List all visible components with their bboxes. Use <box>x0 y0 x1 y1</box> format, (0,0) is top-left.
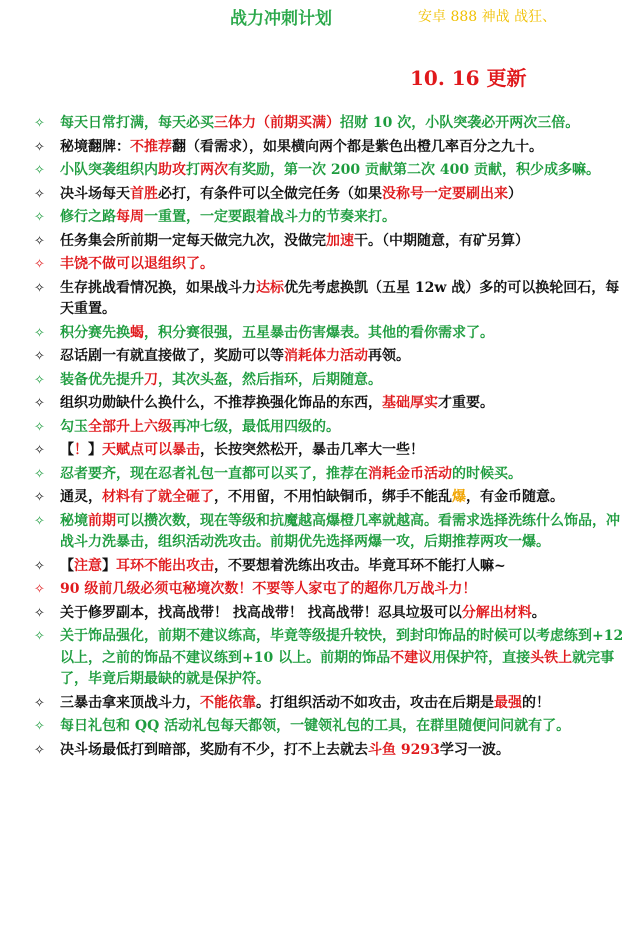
tip-highlight-text: 不能依靠 <box>200 694 256 711</box>
tip-text: 秘境 <box>60 512 88 529</box>
tip-item <box>0 160 640 182</box>
sparkle-bullet-icon: ✧ <box>34 742 45 758</box>
tip-highlight-text: 达标 <box>256 279 284 296</box>
tip-item <box>0 464 640 486</box>
tip-text: 用保护符，直接 <box>432 649 531 666</box>
tip-highlight-text: 蝎 <box>130 324 144 341</box>
sparkle-bullet-icon: ✧ <box>34 372 45 388</box>
tip-item <box>0 184 640 206</box>
tip-text: 关于饰品强化，前期不建议练高，毕竟等级提升较快，到封印饰品的时候可以考虑练到+12 以上，之前的饰品不建议练到+10 以上。前期的饰品 <box>60 628 624 666</box>
tip-item <box>0 278 640 321</box>
tip-text: 三暴击拿来顶战斗力， <box>60 694 200 711</box>
sparkle-bullet-icon: ✧ <box>34 396 45 411</box>
sparkle-bullet-icon: ✧ <box>34 280 45 296</box>
tip-text: ，长按突然松开，暴击几率大一些！ <box>200 442 424 458</box>
tip-item <box>0 556 640 578</box>
tip-highlight-text: 不建议 <box>390 649 433 666</box>
tip-text: 再领。 <box>368 348 410 364</box>
tip-text: 必打，有条件可以全做完任务（如果 <box>158 185 382 202</box>
tip-text: 组织功勋缺什么换什么，不推荐换强化饰品的东西， <box>60 395 382 411</box>
sparkle-bullet-icon: ✧ <box>34 116 45 131</box>
tip-highlight-text: 头铁上 <box>530 649 573 666</box>
tip-text: ，不要想着洗练出攻击。毕竟耳环不能打人嘛~ <box>214 557 506 574</box>
sparkle-bullet-icon: ✧ <box>34 186 45 202</box>
tip-highlight-text: 助攻 <box>158 162 186 178</box>
tip-text: 通灵， <box>60 489 102 505</box>
sparkle-bullet-icon: ✧ <box>34 513 45 529</box>
tip-text: 每日礼包和 QQ 活动礼包每天都领，一键领礼包的工具，在群里随便问问就有了。 <box>60 718 571 734</box>
server-subtitle: 安卓 888 神战 战狂、 <box>418 9 557 25</box>
tip-text: 翻（看需求），如果横向两个都是紫色出橙几率百分之九十。 <box>172 138 543 155</box>
sparkle-bullet-icon: ✧ <box>34 490 45 505</box>
tip-highlight-text: 耳环不能出攻击 <box>116 557 214 574</box>
tip-highlight-text: 没称号一定要刷出来 <box>382 185 508 202</box>
tip-text: 优先考虑换凯（五星 12w 战）多的可以换轮回石，每天重置。 <box>60 279 620 317</box>
tip-highlight-text: 首胜 <box>130 185 158 202</box>
tip-text: 积分赛先换 <box>60 324 130 341</box>
tip-highlight-text: 基础厚实 <box>382 395 438 411</box>
header <box>0 4 640 30</box>
sparkle-bullet-icon: ✧ <box>34 466 45 482</box>
tip-item <box>0 393 640 415</box>
tip-text: 生存挑战看情况换，如果战斗力 <box>60 279 256 296</box>
tip-highlight-text: 斗鱼 9293 <box>368 741 440 758</box>
tip-text: 打 <box>186 162 200 178</box>
tip-text: 的！ <box>522 694 550 711</box>
tip-text: 装备优先提升 <box>60 371 144 388</box>
tip-highlight-text: 最强 <box>494 694 522 711</box>
tip-highlight-text: 三体力（前期买满） <box>214 115 340 131</box>
sparkle-bullet-icon: ✧ <box>34 443 45 458</box>
tip-item <box>0 370 640 392</box>
tip-item <box>0 603 640 625</box>
tip-highlight-text: 消耗金币活动 <box>368 465 452 482</box>
tip-highlight-text: 消耗体力活动 <box>284 348 368 364</box>
sparkle-bullet-icon: ✧ <box>34 558 45 574</box>
tip-text: 小队突袭组织内 <box>60 162 158 178</box>
tip-text: 决斗场最低打到暗部，奖励有不少，打不上去就去 <box>60 741 368 758</box>
tip-item <box>0 693 640 715</box>
tip-text: 关于修罗副本，找高战带！ 找高战带！ 找高战带！忍具垃圾可以 <box>60 604 462 621</box>
tip-text: 修行之路 <box>60 209 116 225</box>
tip-item <box>0 231 640 253</box>
tip-item <box>0 440 640 462</box>
tip-text: 丰饶不做可以退组织了。 <box>60 256 214 272</box>
tip-text: ） <box>508 185 522 202</box>
tip-highlight-text: 爆 <box>452 489 466 505</box>
tip-text: 一重置，一定要跟着战斗力的节奏来打。 <box>144 209 396 225</box>
tip-text: 】 <box>88 442 102 458</box>
sparkle-bullet-icon: ✧ <box>34 139 45 155</box>
tip-text: 可以攒次数，现在等级和抗魔越高爆橙几率就越高。看需求选择洗练什么饰品，冲战斗力洗暴击，组织活动洗攻击。前期优先选择两爆一攻，后期推荐两攻一爆。 <box>60 512 620 550</box>
tip-item <box>0 113 640 135</box>
tip-text: 干。（中期随意，有矿另算） <box>354 232 529 249</box>
tip-highlight-text: 天赋点可以暴击 <box>102 442 200 458</box>
tip-item <box>0 207 640 229</box>
tip-text: ，其次头盔，然后指环，后期随意。 <box>158 371 382 388</box>
tip-text: 【 <box>60 557 74 574</box>
sparkle-bullet-icon: ✧ <box>34 695 45 711</box>
tip-text: 勾玉 <box>60 418 88 435</box>
tip-item <box>0 417 640 439</box>
tip-highlight-text: 前期 <box>88 512 116 529</box>
tip-highlight-text: 注意 <box>74 557 102 574</box>
tip-list <box>0 113 640 763</box>
tip-item <box>0 323 640 345</box>
tip-item <box>0 716 640 738</box>
tip-highlight-text: ！ <box>74 442 88 458</box>
tip-highlight-text: 加速 <box>326 232 354 249</box>
tip-text: 就完事了，毕竟后期最缺的就是保护符。 <box>60 649 615 687</box>
tip-highlight-text: 全部升上六级 <box>88 418 172 435</box>
tip-item <box>0 137 640 159</box>
tip-text: 任务集会所前期一定每天做完九次，没做完 <box>60 232 326 249</box>
tip-item <box>0 626 640 691</box>
tip-highlight-text: 材料有了就全砸了 <box>102 489 214 505</box>
sparkle-bullet-icon: ✧ <box>34 233 45 249</box>
sparkle-bullet-icon: ✧ <box>34 419 45 435</box>
tip-text: 招财 10 次，小队突袭必开两次三倍。 <box>340 115 580 131</box>
tip-text: 的时候买。 <box>452 465 522 482</box>
tip-text: 再冲七级，最低用四级的。 <box>172 418 340 435</box>
tip-text: 。 <box>531 604 546 621</box>
tip-item <box>0 487 640 509</box>
tip-text: ，不用留，不用怕缺铜币，绑手不能乱 <box>214 489 452 505</box>
sparkle-bullet-icon: ✧ <box>34 605 45 621</box>
tip-highlight-text: 两次 <box>200 162 228 178</box>
tip-text: 秘境翻牌： <box>60 138 130 155</box>
tip-text: ，积分赛很强，五星暴击伤害爆表。其他的看你需求了。 <box>144 324 494 341</box>
tip-text: ，有金币随意。 <box>466 489 564 505</box>
tip-highlight-text: 分解出材料 <box>461 604 532 621</box>
sparkle-bullet-icon: ✧ <box>34 257 45 272</box>
update-heading: 10. 16 更新 <box>410 66 527 90</box>
tip-text: 决斗场每天 <box>60 185 130 202</box>
sparkle-bullet-icon: ✧ <box>34 163 45 178</box>
tip-item <box>0 254 640 276</box>
tip-text: 才重要。 <box>438 395 494 411</box>
tip-text: 90 级前几级必须屯秘境次数！不要等人家屯了的超你几万战斗力！ <box>60 581 477 597</box>
sparkle-bullet-icon: ✧ <box>34 629 45 644</box>
tip-text: 】 <box>102 557 116 574</box>
tip-text: 忍话剧一有就直接做了，奖励可以等 <box>60 348 284 364</box>
tip-item <box>0 740 640 762</box>
tip-item <box>0 346 640 368</box>
tip-text: 每天日常打满，每天必买 <box>60 115 214 131</box>
sparkle-bullet-icon: ✧ <box>34 582 45 597</box>
tip-item <box>0 579 640 601</box>
tip-text: 忍者要齐，现在忍者礼包一直都可以买了，推荐在 <box>60 465 368 482</box>
tip-text: 【 <box>60 442 74 458</box>
tip-highlight-text: 每周 <box>116 209 144 225</box>
sparkle-bullet-icon: ✧ <box>34 210 45 225</box>
page-title: 战力冲刺计划 <box>230 9 332 29</box>
tip-highlight-text: 不推荐 <box>130 138 172 155</box>
tip-item <box>0 511 640 554</box>
tip-text: 。打组织活动不如攻击，攻击在后期是 <box>256 694 494 711</box>
tip-text: 学习一波。 <box>439 741 510 758</box>
tip-highlight-text: 刀 <box>144 371 158 388</box>
sparkle-bullet-icon: ✧ <box>34 349 45 364</box>
sparkle-bullet-icon: ✧ <box>34 719 45 734</box>
sparkle-bullet-icon: ✧ <box>34 325 45 341</box>
tip-text: 有奖励，第一次 200 贡献第二次 400 贡献，积少成多嘛。 <box>228 162 600 178</box>
